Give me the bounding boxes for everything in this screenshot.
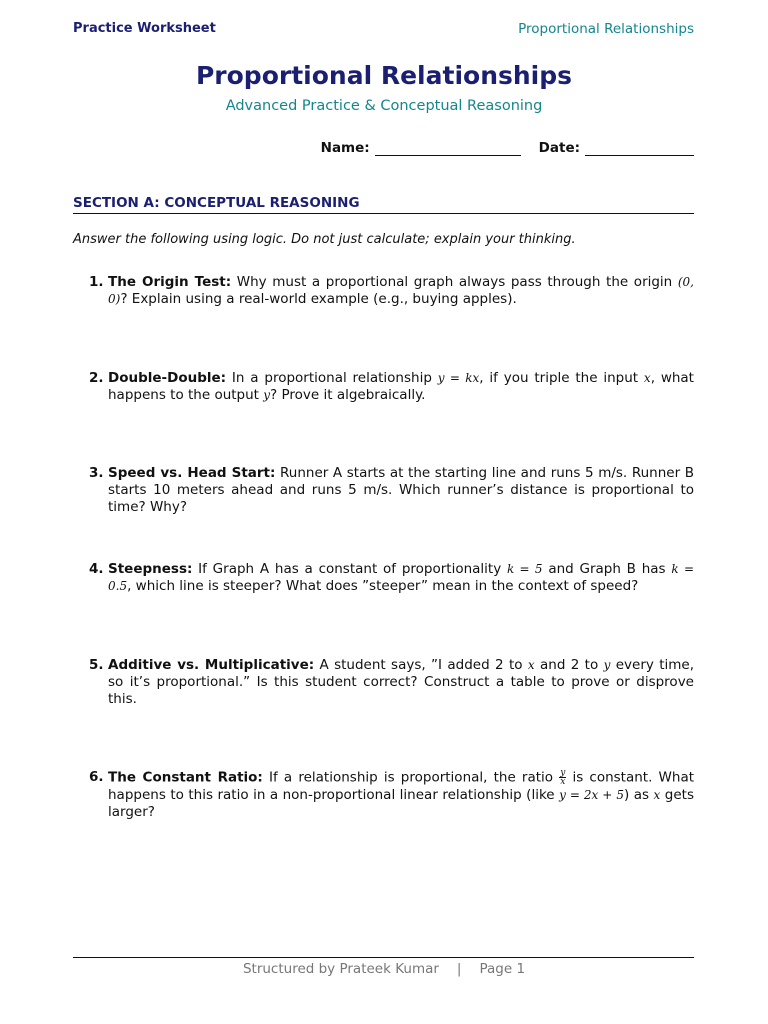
question-3 <box>89 465 694 516</box>
question-text: ? Prove it algebraically. <box>270 387 426 403</box>
question-text: If a relationship is proportional, the ratio <box>269 769 560 786</box>
name-label: Name: <box>320 140 370 156</box>
math-expression: x <box>527 658 535 672</box>
name-date-fields <box>321 140 694 156</box>
math-expression: x <box>643 371 651 385</box>
date-label: Date: <box>538 140 580 156</box>
math-expression: (0, 0) <box>108 275 694 306</box>
question-number: 2. <box>89 370 104 386</box>
question-text: ? Explain using a real-world example (e.g., buying apples). <box>120 291 517 307</box>
question-text: , if you triple the input <box>479 370 644 386</box>
question-1 <box>89 274 694 308</box>
instructions: Answer the following using logic. Do not just calculate; explain your thinking. <box>73 232 576 247</box>
math-expression: k = 5 <box>506 562 543 576</box>
question-2 <box>89 370 694 404</box>
question-text: In a proportional relationship <box>231 370 438 386</box>
header-right: Proportional Relationships <box>518 21 694 37</box>
question-label: The Constant Ratio: <box>108 769 263 786</box>
question-number: 1. <box>89 274 104 290</box>
header-left: Practice Worksheet <box>73 21 216 36</box>
question-4 <box>89 561 694 595</box>
math-expression: k = 0.5 <box>108 562 695 593</box>
math-expression: y <box>603 658 611 672</box>
section-heading: SECTION A: CONCEPTUAL REASONING <box>73 195 694 214</box>
question-text: If Graph A has a constant of proportionality <box>198 561 507 577</box>
page-subtitle: Advanced Practice & Conceptual Reasoning <box>225 98 543 114</box>
question-text: , which line is steeper? What does ”steeper” mean in the context of speed? <box>127 578 639 594</box>
question-text: every time, so it’s proportional.” Is this student correct? Construct a table to prove or disprove this. <box>108 657 695 707</box>
question-text: , what happens to the output <box>108 370 694 403</box>
question-label: The Origin Test: <box>108 274 232 290</box>
name-line[interactable] <box>375 141 521 156</box>
question-text: ) as <box>624 786 654 803</box>
question-6 <box>89 769 694 821</box>
page-title: Proportional Relationships <box>195 61 573 90</box>
question-label: Double-Double: <box>108 370 227 386</box>
math-expression: y <box>263 388 271 402</box>
question-text: and Graph B has <box>542 561 672 577</box>
question-label: Additive vs. Multiplicative: <box>108 657 315 673</box>
question-5 <box>89 657 694 708</box>
footer-author: Structured by Prateek Kumar <box>242 961 439 977</box>
question-text: A student says, ”I added 2 to <box>319 657 528 673</box>
question-number: 6. <box>89 769 104 785</box>
footer-page-number: Page 1 <box>479 961 526 977</box>
footer-divider <box>73 957 694 958</box>
date-line[interactable] <box>585 141 694 156</box>
fraction-numerator: y <box>560 768 566 778</box>
question-label: Steepness: <box>108 561 193 577</box>
fraction-denominator: x <box>560 777 566 787</box>
question-number: 5. <box>89 657 104 673</box>
question-text: Runner A starts at the starting line and runs 5 m/s. Runner B starts 10 meters ahead and runs 5 m/s. Which runner’s distance is proportional to time? Why? <box>108 465 694 515</box>
question-number: 4. <box>89 561 104 577</box>
footer-separator: | <box>456 961 462 977</box>
footer <box>0 961 768 977</box>
question-text: gets larger? <box>108 786 694 820</box>
question-text: Why must a proportional graph always pass through the origin <box>236 274 678 290</box>
question-text: and 2 to <box>534 657 604 673</box>
math-expression: y = kx <box>437 371 480 385</box>
question-label: Speed vs. Head Start: <box>108 465 276 481</box>
question-text: is constant. What happens to this ratio in a non-proportional linear relationship (like <box>108 769 695 803</box>
question-number: 3. <box>89 465 104 481</box>
math-expression: y = 2x + 5 <box>559 787 624 802</box>
math-expression: x <box>653 787 661 802</box>
